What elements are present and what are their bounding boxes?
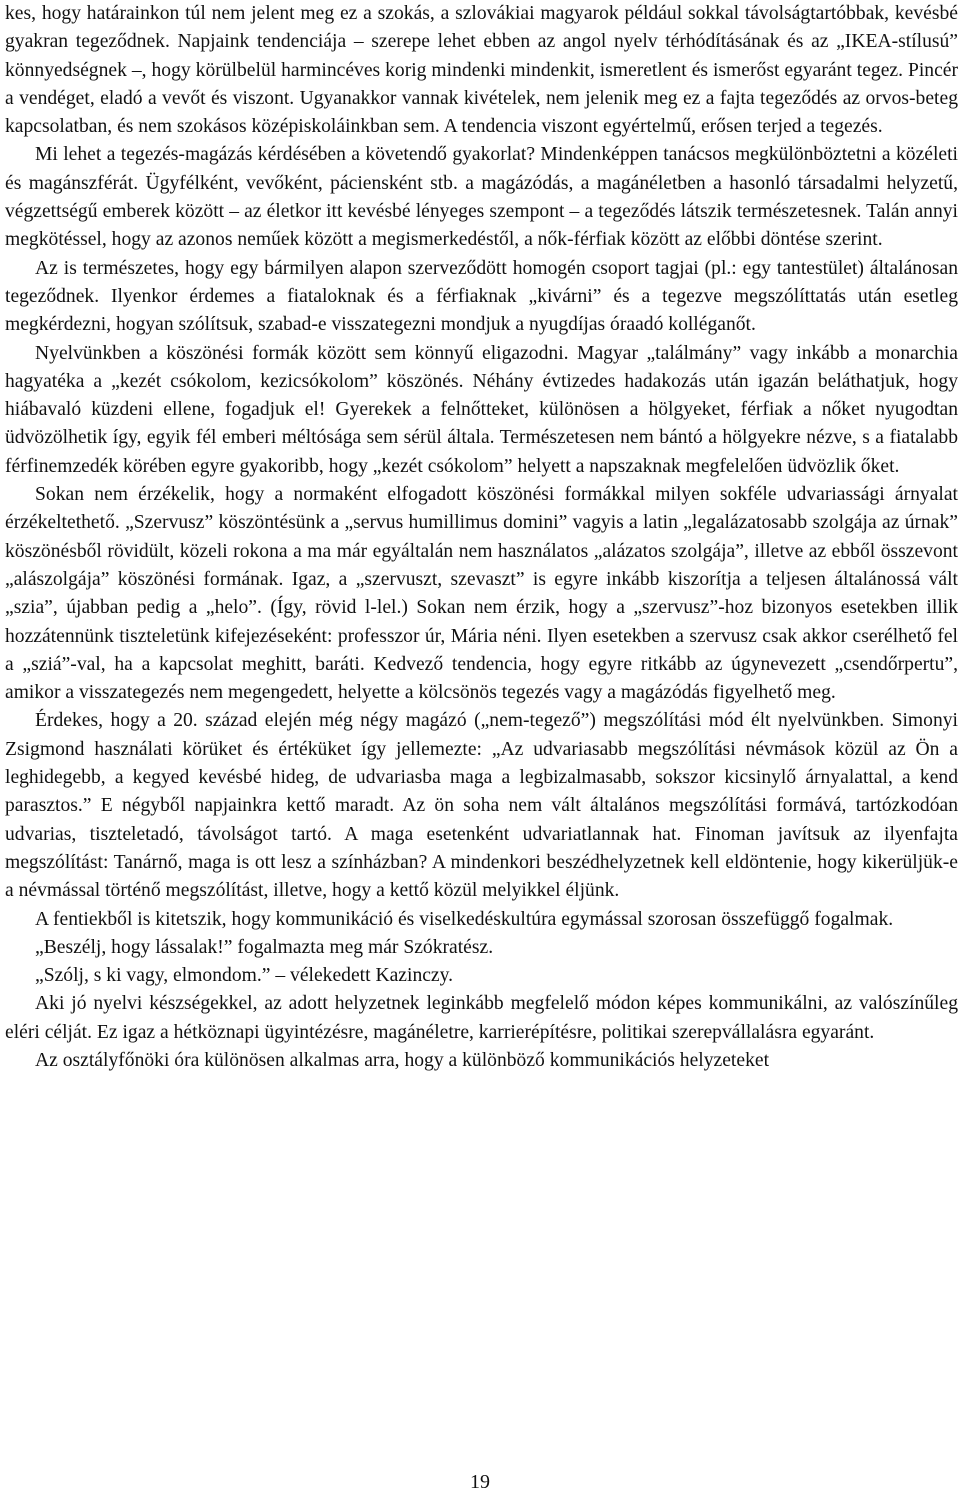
quote-kazinczy: „Szólj, s ki vagy, elmondom.” – vélekedett Kazinczy. (35, 965, 454, 987)
paragraph-szervusz: Sokan nem érzékelik, hogy a normaként elfogadott köszönési formákkal milyen sokféle udvariassági árnyalat érzékeltethető. „Szervusz” köszöntésünk a „servus humillimus domini” vagyis a latin „legalázatosabb szolgája az úrnak” köszönésből rövidült, közeli rokona a ma már egyáltalán nem használatos „alázatos szolgája”, illetve az ebből összevont „alászolgája” köszönési formának. Igaz, a „szervuszt, szevaszt” is egyre inkább kiszorítja a teljesen általánossá vált „szia”, újabban pedig a „helo”. (Így, rövid l-lel.) Sokan nem érzik, hogy a „szervusz”-hoz bizonyos esetekben illik hozzátennünk tiszteletünk kifejezéseként: professzor úr, Mária néni. Ilyen esetekben a szervusz csak akkor cserélhető fel a „sziá”-val, ha a kapcsolat meghitt, baráti. Kedvező tendencia, hogy egyre ritkább az úgynevezett „csendőrpertu”, amikor a visszategezés nem megengedett, helyette a kölcsönös tegezés vagy a magázódás figyelhető meg. (5, 484, 958, 704)
paragraph-homogen-csoport: Az is természetes, hogy egy bármilyen alapon szerveződött homogén csoport tagjai (pl.: egy tantestület) általánosan tegeződnek. Ilyenkor érdemes a fiataloknak és a férfiaknak „kivárni” és a tegezve megszólíttatás után esetleg megkérdezni, hogyan szólítsuk, szabad-e visszategezni mondjuk a nyugdíjas óraadó kolléganőt. (5, 257, 958, 336)
document-body (5, 0, 958, 1075)
paragraph-koszonesi-formak: Nyelvünkben a köszönési formák között sem könnyű eligazodni. Magyar „találmány” vagy inkább a monarchia hagyatéka a „kezét csókolom, kezicsókolom” köszönés. Néhány évtizedes hadakozás után igazán beláthatjuk, hogy hiábavaló küzdeni ellene, fogadjuk el! Gyerekek a felnőtteket, különösen a hölgyeket, férfiak a nőket nyugodtan üdvözölhetik így, egyik fél emberi méltósága sem sérül általa. Természetesen nem bántó a hölgyekre nézve, s a fiatalabb férfinemzedék körében egyre gyakoribb, hogy „kezét csókolom” helyett a napszaknak megfelelően üdvözlik őket. (5, 342, 958, 477)
paragraph-tegezes-continuation: kes, hogy határainkon túl nem jelent meg ez a szokás, a szlovákiai magyarok például sokkal távolságtartóbbak, kevésbé gyakran tegeződnek. Napjaink tendenciája – szerepe lehet ebben az angol nyelv térhódításának és az „IKEA-stílusú” könnyedségnek –, hogy körülbelül harmincéves korig mindenki mindenkit, ismeretlent és ismerőst egyaránt tegez. Pincér a vendéget, eladó a vevőt és viszont. Ugyanakkor vannak kivételek, nem jelenik meg ez a fajta tegeződés az orvos-beteg kapcsolatban, és nem szokásos középiskoláinkban sem. A tendencia viszont egyértelmű, erősen terjed a tegezés. (5, 3, 958, 138)
paragraph-nyelvi-keszsegek: Aki jó nyelvi készségekkel, az adott helyzetnek leginkább megfelelő módon képes kommunikálni, az valószínűleg eléri célját. Ez igaz a hétköznapi ügyintézésre, magánéletre, karrierépítésre, politikai szerepvállalásra egyaránt. (5, 993, 958, 1043)
paragraph-kommunikacio: A fentiekből is kitetszik, hogy kommunikáció és viselkedéskultúra egymással szorosan összefüggő fogalmak. (35, 908, 894, 930)
page-number: 19 (470, 1471, 490, 1493)
quote-szokratesz: „Beszélj, hogy lássalak!” fogalmazta meg már Szókratész. (35, 936, 494, 958)
paragraph-magazo-megszolitas: Érdekes, hogy a 20. század elején még négy magázó („nem-tegező”) megszólítási mód élt nyelvünkben. Simonyi Zsigmond használati körüket és értéküket így jellemezte: „Az udvariasabb megszólítási névmások közül az Ön a leghidegebb, a kegyed kevésbé hideg, de udvariasba maga a legbizalmasabb, sokszor kicsinylő árnyalattal, a kend parasztos.” E négyből napjainkra kettő maradt. Az ön soha nem vált általános megszólítási formává, tartózkodóan udvarias, tiszteletadó, távolságot tartó. A maga esetenként udvariatlannak hat. Finoman javítsuk az ilyenfajta megszólítást: Tanárnő, maga is ott lesz a színházban? A mindenkori beszédhelyzetnek kell eldöntenie, hogy kikerüljük-e a névmással történő megszólítást, illetve, hogy a kettő közül melyikkel éljünk. (5, 710, 958, 902)
paragraph-osztalyfonoki-ora: Az osztályfőnöki óra különösen alkalmas arra, hogy a különböző kommunikációs helyzeteket (35, 1049, 770, 1071)
paragraph-tegezes-gyakorlat: Mi lehet a tegezés-magázás kérdésében a követendő gyakorlat? Mindenképpen tanácsos megkülönböztetni a közéleti és magánszférát. Ügyfélként, vevőként, páciensként stb. a magázódás, a magánéletben a hasonló társadalmi helyzetű, végzettségű emberek között – az életkor itt kevésbé lényeges szempont – a tegeződés látszik természetesnek. Talán annyi megkötéssel, hogy az azonos neműek között a megismerkedéstől, a nők-férfiak között az előbbi döntése szerint. (5, 144, 958, 251)
